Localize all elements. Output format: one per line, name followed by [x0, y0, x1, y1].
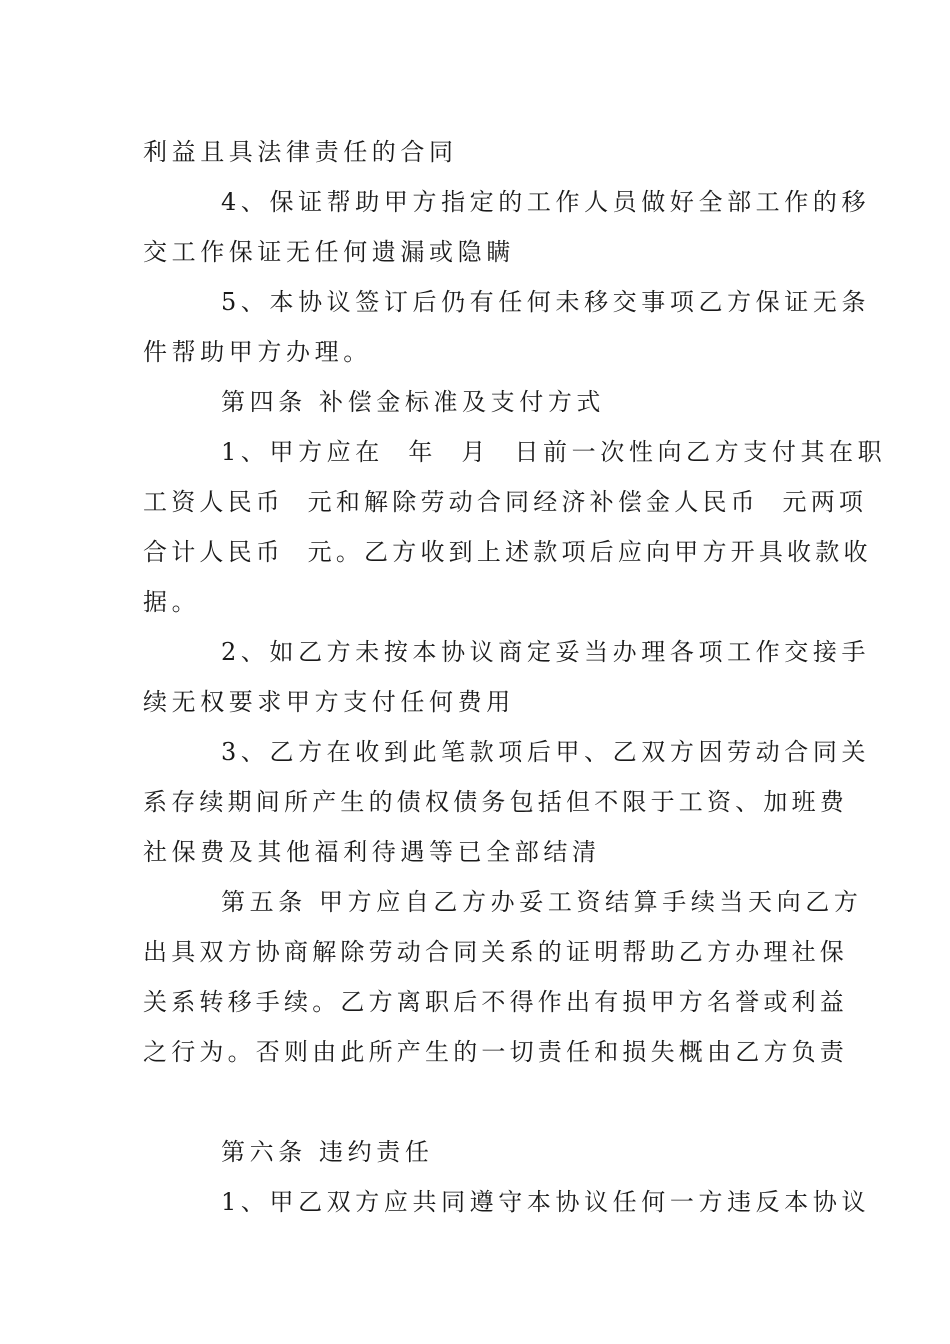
text-line: 之行为。否则由此所产生的一切责任和损失概由乙方负责 [143, 1038, 848, 1066]
text-line: 关系转移手续。乙方离职后不得作出有损甲方名誉或利益 [143, 988, 848, 1016]
text-line: 利益且具法律责任的合同 [143, 138, 458, 166]
clause-4-item-3: 3、乙方在收到此笔款项后甲、乙双方因劳动合同关 [221, 738, 871, 766]
article-4-heading: 第四条 补偿金标准及支付方式 [221, 388, 606, 416]
clause-3-item-4: 4、保证帮助甲方指定的工作人员做好全部工作的移 [221, 188, 871, 216]
clause-6-item-1: 1、甲乙双方应共同遵守本协议任何一方违反本协议 [221, 1188, 871, 1216]
text-line: 合计人民币 元。乙方收到上述款项后应向甲方开具收款收 [143, 538, 872, 566]
text-line: 系存续期间所产生的债权债务包括但不限于工资、加班费 [143, 788, 848, 816]
clause-3-item-5: 5、本协议签订后仍有任何未移交事项乙方保证无条 [221, 288, 871, 316]
text-line: 社保费及其他福利待遇等已全部结清 [143, 838, 601, 866]
text-line: 续无权要求甲方支付任何费用 [143, 688, 515, 716]
article-6-heading: 第六条 违约责任 [221, 1138, 434, 1166]
text-line: 交工作保证无任何遗漏或隐瞒 [143, 238, 515, 266]
text-line: 出具双方协商解除劳动合同关系的证明帮助乙方办理社保 [143, 938, 848, 966]
article-5-paragraph: 第五条 甲方应自乙方办妥工资结算手续当天向乙方 [221, 888, 863, 916]
clause-4-item-2: 2、如乙方未按本协议商定妥当办理各项工作交接手 [221, 638, 871, 666]
text-line: 工资人民币 元和解除劳动合同经济补偿金人民币 元两项 [143, 488, 868, 516]
text-line: 据。 [143, 588, 201, 616]
text-line: 件帮助甲方办理。 [143, 338, 372, 366]
clause-4-item-1: 1、甲方应在 年 月 日前一次性向乙方支付其在职 [221, 438, 887, 466]
